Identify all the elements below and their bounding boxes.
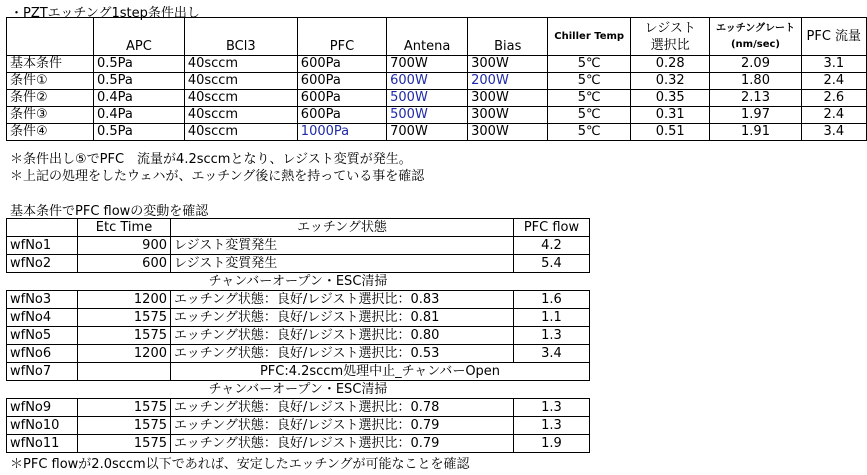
condition-cell-select: 0.35 <box>631 90 710 107</box>
etch-time: 1575 <box>78 417 171 435</box>
wafer-id: wfNo5 <box>7 327 78 345</box>
condition-cell-bias: 300W <box>468 56 548 73</box>
etch-time: 600 <box>78 255 171 273</box>
table-row <box>7 255 590 273</box>
pfc-flow-value: 1.9 <box>514 435 590 453</box>
condition-cell-flow: 3.4 <box>801 124 866 141</box>
condition-cell-pfc: 600Pa <box>297 73 386 90</box>
table-row <box>7 273 590 291</box>
etch-state: レジスト変質発生 <box>171 237 514 255</box>
table-row <box>7 399 590 417</box>
condition-header-cell: APC <box>93 18 184 56</box>
pfc-flow-table <box>6 218 590 453</box>
condition-cell-label: 条件② <box>7 90 94 107</box>
condition-cell-chiller: 5℃ <box>548 90 631 107</box>
note-2: ＊上記の処理をしたウェハが、エッチング後に熱を持っている事を確認 <box>10 169 425 184</box>
condition-cell-label: 条件③ <box>7 107 94 124</box>
condition-cell-bias: 300W <box>468 90 548 107</box>
etch-state: レジスト変質発生 <box>171 255 514 273</box>
condition-header-cell <box>7 18 94 56</box>
condition-cell-select: 0.51 <box>631 124 710 141</box>
wafer-id: wfNo4 <box>7 309 78 327</box>
condition-cell-pfc: 600Pa <box>297 90 386 107</box>
condition-table <box>6 17 867 141</box>
condition-cell-rate: 2.09 <box>710 56 801 73</box>
pfc-flow-value: 1.3 <box>514 417 590 435</box>
chamber-open-row: チャンバーオープン・ESC清掃 <box>7 381 590 399</box>
condition-cell-label: 条件④ <box>7 124 94 141</box>
condition-cell-bcl3: 40sccm <box>184 124 297 141</box>
condition-header-cell: Chiller Temp <box>548 18 631 56</box>
condition-cell-rate: 1.97 <box>710 107 801 124</box>
etch-state: エッチング状態：良好/レジスト選択比：0.53 <box>171 345 514 363</box>
table-row <box>7 90 867 107</box>
condition-cell-bias: 300W <box>468 124 548 141</box>
condition-cell-chiller: 5℃ <box>548 73 631 90</box>
etch-time: 1575 <box>78 435 171 453</box>
condition-header-cell: レジスト 選択比 <box>631 18 710 56</box>
note-1: ＊条件出し⑤でPFC 流量が4.2sccmとなり、レジスト変質が発生。 <box>10 152 412 167</box>
condition-cell-chiller: 5℃ <box>548 124 631 141</box>
etch-time: 900 <box>78 237 171 255</box>
pfc-flow-value: 1.6 <box>514 291 590 309</box>
condition-header-cell: PFC <box>297 18 386 56</box>
condition-cell-label: 条件① <box>7 73 94 90</box>
table-row <box>7 56 867 73</box>
page-title: ・PZTエッチング1step条件出し <box>10 6 200 21</box>
wafer-id: wfNo9 <box>7 399 78 417</box>
condition-header-cell: Antena <box>387 18 468 56</box>
etch-time: 1200 <box>78 345 171 363</box>
table-row <box>7 309 590 327</box>
etch-time: 1575 <box>78 309 171 327</box>
abort-note: PFC:4.2sccm処理中止_チャンバーOpen <box>171 363 590 381</box>
etch-state: エッチング状態：良好/レジスト選択比：0.78 <box>171 399 514 417</box>
chamber-open-row: チャンバーオープン・ESC清掃 <box>7 273 590 291</box>
condition-cell-rate: 1.91 <box>710 124 801 141</box>
condition-cell-bias: 300W <box>468 107 548 124</box>
flow-header-row <box>7 219 590 237</box>
condition-cell-select: 0.32 <box>631 73 710 90</box>
condition-cell-flow: 2.4 <box>801 73 866 90</box>
table-row <box>7 73 867 90</box>
pfc-flow-value: 3.4 <box>514 345 590 363</box>
pfc-flow-value: 1.3 <box>514 399 590 417</box>
etch-state: エッチング状態：良好/レジスト選択比：0.79 <box>171 417 514 435</box>
condition-header-cell: Bias <box>468 18 548 56</box>
etch-state: エッチング状態：良好/レジスト選択比：0.81 <box>171 309 514 327</box>
table-row <box>7 327 590 345</box>
condition-cell-apc: 0.4Pa <box>93 90 184 107</box>
condition-cell-bcl3: 40sccm <box>184 56 297 73</box>
wafer-id: wfNo10 <box>7 417 78 435</box>
condition-cell-flow: 2.4 <box>801 107 866 124</box>
condition-cell-antena: 600W <box>387 73 468 90</box>
condition-header-row <box>7 18 867 56</box>
etch-time: 1575 <box>78 399 171 417</box>
table-row <box>7 124 867 141</box>
condition-cell-rate: 1.80 <box>710 73 801 90</box>
condition-cell-flow: 2.6 <box>801 90 866 107</box>
condition-cell-antena: 500W <box>387 90 468 107</box>
table-row <box>7 107 867 124</box>
condition-cell-select: 0.28 <box>631 56 710 73</box>
condition-cell-select: 0.31 <box>631 107 710 124</box>
condition-cell-label: 基本条件 <box>7 56 94 73</box>
condition-header-cell: エッチングレート (nm/sec) <box>710 18 801 56</box>
wafer-id: wfNo3 <box>7 291 78 309</box>
table-row <box>7 435 590 453</box>
flow-header-cell: PFC flow <box>514 219 590 237</box>
condition-cell-pfc: 1000Pa <box>297 124 386 141</box>
condition-cell-bcl3: 40sccm <box>184 90 297 107</box>
condition-cell-antena: 500W <box>387 107 468 124</box>
etch-state: エッチング状態：良好/レジスト選択比：0.83 <box>171 291 514 309</box>
pfc-flow-value: 1.1 <box>514 309 590 327</box>
flow-header-cell: エッチング状態 <box>171 219 514 237</box>
section-title: 基本条件でPFC flowの変動を確認 <box>10 204 209 219</box>
condition-cell-bcl3: 40sccm <box>184 73 297 90</box>
condition-cell-pfc: 600Pa <box>297 56 386 73</box>
flow-header-cell: Etc Time <box>78 219 171 237</box>
wafer-id: wfNo6 <box>7 345 78 363</box>
table-row <box>7 417 590 435</box>
wafer-id: wfNo11 <box>7 435 78 453</box>
pfc-flow-value: 5.4 <box>514 255 590 273</box>
etch-state: エッチング状態：良好/レジスト選択比：0.79 <box>171 435 514 453</box>
flow-header-cell <box>7 219 78 237</box>
condition-cell-rate: 2.13 <box>710 90 801 107</box>
condition-cell-apc: 0.5Pa <box>93 56 184 73</box>
condition-cell-bias: 200W <box>468 73 548 90</box>
condition-header-cell: PFC 流量 <box>801 18 866 56</box>
condition-cell-bcl3: 40sccm <box>184 107 297 124</box>
pfc-flow-value: 4.2 <box>514 237 590 255</box>
wafer-id: wfNo7 <box>7 363 78 381</box>
condition-header-cell: BCl3 <box>184 18 297 56</box>
table-row <box>7 345 590 363</box>
condition-cell-apc: 0.5Pa <box>93 124 184 141</box>
condition-cell-apc: 0.4Pa <box>93 107 184 124</box>
condition-cell-pfc: 600Pa <box>297 107 386 124</box>
wafer-id: wfNo1 <box>7 237 78 255</box>
footer-note: ＊PFC flowが2.0sccm以下であれば、安定したエッチングが可能なことを確認 <box>10 457 470 472</box>
table-row <box>7 381 590 399</box>
condition-cell-flow: 3.1 <box>801 56 866 73</box>
etch-state: エッチング状態：良好/レジスト選択比：0.80 <box>171 327 514 345</box>
table-row <box>7 237 590 255</box>
condition-cell-apc: 0.5Pa <box>93 73 184 90</box>
condition-cell-chiller: 5℃ <box>548 107 631 124</box>
table-row <box>7 291 590 309</box>
etch-time: 1575 <box>78 327 171 345</box>
pfc-flow-value: 1.3 <box>514 327 590 345</box>
etch-time <box>78 363 171 381</box>
wafer-id: wfNo2 <box>7 255 78 273</box>
condition-cell-antena: 700W <box>387 56 468 73</box>
condition-cell-antena: 700W <box>387 124 468 141</box>
condition-cell-chiller: 5℃ <box>548 56 631 73</box>
table-row <box>7 363 590 381</box>
etch-time: 1200 <box>78 291 171 309</box>
